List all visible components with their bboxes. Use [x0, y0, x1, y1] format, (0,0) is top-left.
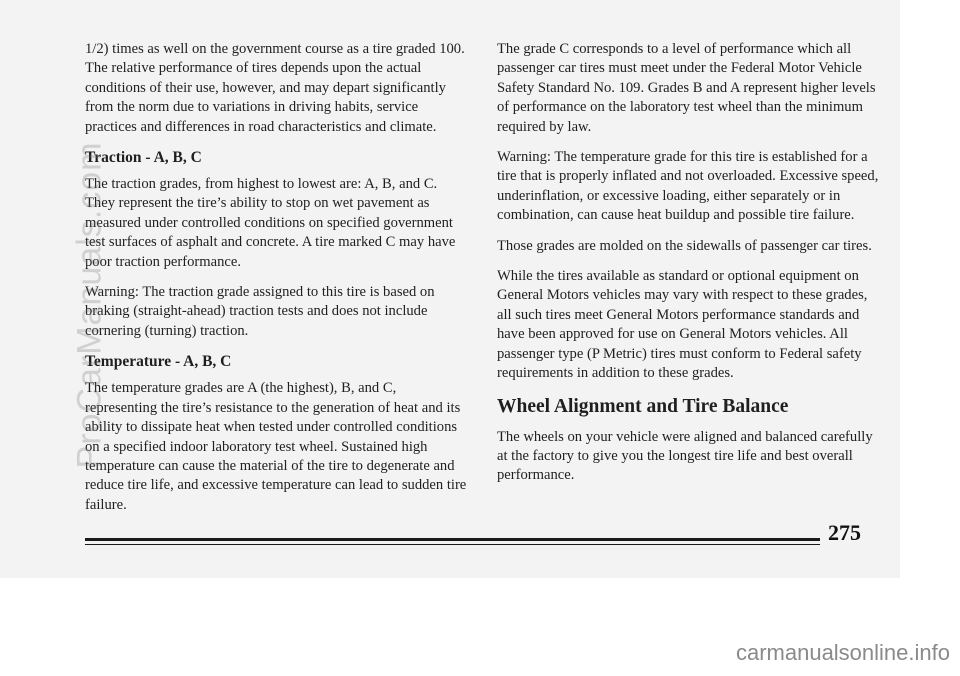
paragraph-gm-standards: While the tires available as standard or optional equipment on General Motors vehicles may vary with respect to these grades, all such tires meet General Motors performance standards and have been approved for use on General Motors vehicles. All passenger type (P Metric) tires must conform to Federal safety requirements in addition to these grades.	[497, 268, 868, 382]
right-column	[497, 40, 882, 497]
side-watermark: ProCarManuals.com	[70, 141, 109, 469]
paragraph-traction-warning: Warning: The traction grade assigned to this tire is based on braking (straight-ahead) traction tests and does not include cornering (turning) traction.	[85, 284, 435, 339]
footer-rule	[85, 530, 820, 550]
paragraph-temperature-warning: Warning: The temperature grade for this tire is established for a tire that is properly inflated and not overloaded. Excessive speed, underinflation, or excessive loading, either separately or in combination, can cause heat buildup and possible tire failure.	[497, 149, 879, 224]
footer-rule-thin	[85, 544, 820, 545]
heading-temperature: Temperature - A, B, C	[85, 353, 232, 371]
paragraph-grade-c: The grade C corresponds to a level of performance which all passenger car tires must meet under the Federal Motor Vehicle Safety Standard No. 109. Grades B and A represent higher levels of performance on the laboratory test wheel than the minimum required by law.	[497, 41, 876, 135]
footer-rule-thick	[85, 538, 820, 541]
paragraph-traction-grades: The traction grades, from highest to lowest are: A, B, and C. They represent the tire’s ability to stop on wet pavement as measured under controlled conditions on specified government test surfaces of asphalt and concrete. A tire marked C may have poor traction performance.	[85, 176, 456, 270]
paragraph-molded-grades: Those grades are molded on the sidewalls of passenger car tires.	[497, 237, 872, 254]
paragraph-temperature-grades: The temperature grades are A (the highest), B, and C, representing the tire’s resistance to the generation of heat and its ability to dissipate heat when tested under controlled conditions on a specified indoor laboratory test wheel. Sustained high temperature can cause the material of the tire to degenerate and reduce tire life, and excessive temperature can lead to sudden tire failure.	[85, 380, 467, 513]
paragraph-wheel-alignment: The wheels on your vehicle were aligned and balanced carefully at the factory to give you the longest tire life and best overall performance.	[497, 428, 873, 484]
heading-traction: Traction - A, B, C	[85, 149, 202, 167]
left-column	[85, 40, 470, 526]
paragraph-treadwear-continued: 1/2) times as well on the government course as a tire graded 100. The relative performance of tires depends upon the actual conditions of their use, however, and may depart significantly from the norm due to variations in driving habits, service practices and differences in road characteristics and climate.	[85, 41, 465, 135]
page-number: 275	[828, 520, 861, 545]
bottom-watermark: carmanualsonline.info	[735, 640, 950, 665]
heading-wheel-alignment: Wheel Alignment and Tire Balance	[497, 395, 789, 417]
